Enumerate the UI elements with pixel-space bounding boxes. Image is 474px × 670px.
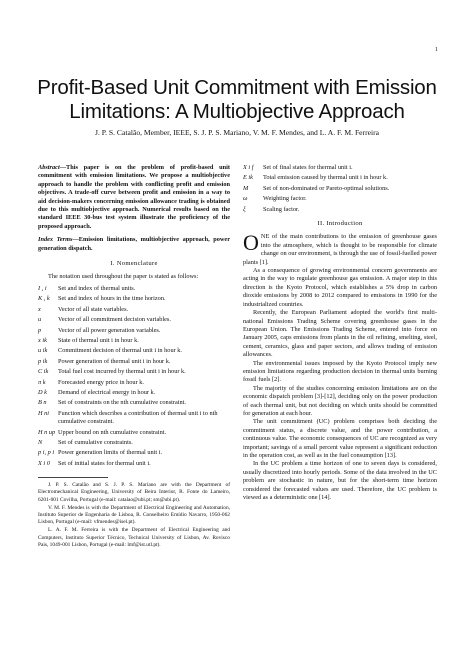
nomenclature-definition: Forecasted energy price in hour k. [58,378,144,386]
nomenclature-definition: Set of initial states for thermal unit i. [58,459,151,467]
nomenclature-entry [243,174,437,182]
nomenclature-entry [38,399,230,407]
drop-cap: O [243,230,259,256]
footnotes [38,482,230,549]
nomenclature-definition: Set of final states for thermal unit i. [263,164,353,171]
nomenclature-symbol: D k [38,388,47,396]
paper-title [0,76,474,124]
nomenclature-entry [38,460,230,468]
nomenclature-definition: Weighting factor. [263,195,307,203]
nomenclature-symbol: H n up [38,428,56,436]
first-paragraph-text: NE of the main contributions to the emission of greenhouse gases into the atmosphere, which is thought to be responsible for climate change on our environment, is through the use of fossil-fuelled power plants [1]. [243,233,437,266]
nomenclature-definition: Set of constraints on the nth cumulative constraint. [58,399,187,407]
nomenclature-entry [38,316,230,324]
nomenclature-entry [243,206,437,214]
nomenclature-symbol: x [38,305,41,313]
introduction-heading: II. Introduction [317,220,363,228]
title-line-2: Limitations: A Multiobjective Approach [69,100,405,123]
nomenclature-entry [38,449,230,457]
page-number: 1 [435,47,438,53]
nomenclature-intro: The notation used throughout the paper is stated as follows: [48,273,199,281]
nomenclature-entry [38,306,230,314]
nomenclature-symbol: E ik [243,174,253,182]
index-terms [38,236,230,253]
introduction-paragraph: Recently, the European Parliament adopted the world's first multi-national Emissions Trading Scheme covering greenhouse gases in the European Union. The Emissions Trading Scheme, entered into force on January 2005, caps emissions from plants in the oil refining, smelting, steel, cement, ceramics, glass and paper sectors, and allows trading of emission allowances. [243,309,437,359]
index-terms-lead: Index Terms [38,236,73,244]
nomenclature-definition: Set and index of hours in the time horizon. [58,295,166,303]
nomenclature-definition: State of thermal unit i in hour k. [58,336,139,344]
introduction-paragraph: The majority of the studies concerning emission limitations are on the economic dispatch problem [3]-[12], deciding only on the power production of each thermal unit, but not deciding on which units should be committed for generation at each hour. [243,384,437,417]
nomenclature-symbol: ω [243,195,248,203]
nomenclature-definition: Upper bound on nth cumulative constraint. [58,428,167,436]
nomenclature-symbol: x ik [38,336,47,344]
abstract [38,164,230,231]
nomenclature-entry [38,347,230,355]
nomenclature-entry [38,368,230,376]
footnote-divider [38,477,108,478]
left-column [38,164,230,550]
nomenclature-definition: Commitment decision of thermal unit i in hour k. [58,347,182,355]
nomenclature-definition: Set and index of thermal units. [58,284,136,292]
nomenclature-definition: Demand of electrical energy in hour k. [58,388,156,396]
nomenclature-entry [243,164,437,172]
nomenclature-symbol: K , k [38,295,50,303]
nomenclature-entry [243,195,437,203]
introduction-first-paragraph [243,230,437,267]
nomenclature-definition: Set of non-dominated or Pareto-optimal solutions. [263,184,390,192]
nomenclature-entry [38,285,230,293]
nomenclature-list [38,285,230,468]
footnote: J. P. S. Catalão and S. J. P. S. Mariano are with the Department of Electromechanical Engineering, University of Beira Interior, R. Fonte do Lameiro, 6201-001 Covilha, Portugal (e-mail: catalao@ubi.pt; sm@ubi.pt). [38,482,230,503]
nomenclature-definition: Scaling factor. [263,205,300,213]
nomenclature-definition: Vector of all state variables. [58,305,129,313]
nomenclature-definition: Total emission caused by thermal unit i in hour k. [263,174,388,182]
nomenclature-symbol: I , i [38,284,47,292]
introduction-paragraph: The unit commitment (UC) problem comprises both deciding the commitment status, a discrete value, and the power contribution, a continuous value. The economic consequences of UC are recognized as very important; savings of a small percent value represent a significant reduction in the operation cost, as well as in the fuel consumption [13]. [243,418,437,459]
nomenclature-entry [38,295,230,303]
nomenclature-symbol: M [243,184,249,192]
nomenclature-entry [38,410,230,427]
nomenclature-definition: Total fuel cost incurred by thermal unit i in hour k. [58,368,186,376]
nomenclature-definition: Function which describes a contribution of thermal unit i to nth cumulative constraint. [58,409,218,426]
nomenclature-symbol: X i f [243,164,254,171]
introduction-paragraph: In the UC problem a time horizon of one to seven days is considered, usually discretized into hourly periods. Some of the data involved in the UC problem are stochastic in nature, but for the short-term time horizon considered the forecasted values are used. Therefore, the UC problem is viewed as a deterministic one [14]. [243,460,437,502]
nomenclature-entry [38,337,230,345]
nomenclature-continued-list [243,164,437,214]
nomenclature-symbol: p ik [38,357,48,365]
author-list: J. P. S. Catalão, Member, IEEE, S. J. P. S. Mariano, V. M. F. Mendes, and L. A. F. M. Ferreira [94,128,379,137]
nomenclature-entry [38,429,230,437]
introduction-body [243,267,437,502]
nomenclature-entry [38,439,230,447]
nomenclature-symbol: ξ [243,205,246,213]
nomenclature-symbol: H ni [38,409,50,417]
right-column [243,164,437,502]
nomenclature-definition: Set of cumulative constraints. [58,438,133,446]
nomenclature-symbol: B n [38,399,47,407]
footnote: L. A. F. M. Ferreira is with the Department of Electrical Engineering and Computers, Instituto Superior Técnico, Technical University of Lisbon, Av. Rovisco Pais, 1049-001 Lisbon, Portugal (e-mail: lmf@ist.utl.pt). [38,527,230,548]
index-terms-text: —Emission limitations, multiobjective approach, power generation dispatch. [38,236,231,252]
nomenclature-symbol: C ik [38,368,49,376]
footnote: V. M. F. Mendes is with the Department of Electrical Engineering and Automation, Instituto Superior de Engenharia de Lisboa, R. Conselheiro Emídio Navarro, 1950-062 Lisbon, Portugal (e-mail: vfmendes@isel.pt). [38,504,230,526]
nomenclature-symbol: u ik [38,347,48,355]
nomenclature-definition: Power generation limits of thermal unit i. [58,449,163,457]
nomenclature-heading: I. Nomenclature [110,260,158,268]
nomenclature-definition: Vector of all commitment decision variables. [58,316,171,324]
nomenclature-entry [38,389,230,397]
nomenclature-symbol: X i 0 [38,459,50,467]
nomenclature-symbol: p i, p i [38,449,55,457]
nomenclature-entry [38,379,230,387]
nomenclature-definition: Vector of all power generation variables. [58,326,161,334]
introduction-paragraph: The environmental issues imposed by the Kyoto Protocol imply new emission limitations regarding production decision in thermal units burning fossil fuels [2]. [243,359,437,384]
nomenclature-definition: Power generation of thermal unit i in hour k. [58,357,171,365]
nomenclature-symbol: N [38,438,43,446]
abstract-text: —This paper is on the problem of profit-based unit commitment with emission limitations. We propose a multiobjective approach to handle the problem with conflicting profit and emission objectives. A trade-off curve between profit and emission in a way to aid decision-makers concerning emission allowance trading is obtained due to this multiobjective approach. Numerical results based on the standard IEEE 30-bus test system illustrate the proficiency of the proposed approach. [38,164,230,230]
nomenclature-symbol: p [38,326,42,334]
nomenclature-entry [38,358,230,366]
nomenclature-entry [243,185,437,193]
nomenclature-entry [38,327,230,335]
title-line-1: Profit-Based Unit Commitment with Emission [37,76,437,99]
nomenclature-symbol: π k [38,378,46,386]
introduction-paragraph: As a consequence of growing environmental concern governments are acting in the way to regulate greenhouse gas emission. A major step in this direction is the Kyoto Protocol, which establishes a 5% drop in carbon dioxide emissions by 2008 to 2012 compared to emissions in 1990 for the industrialized countries. [243,267,437,308]
abstract-lead: Abstract [38,164,60,171]
nomenclature-symbol: u [38,316,42,324]
